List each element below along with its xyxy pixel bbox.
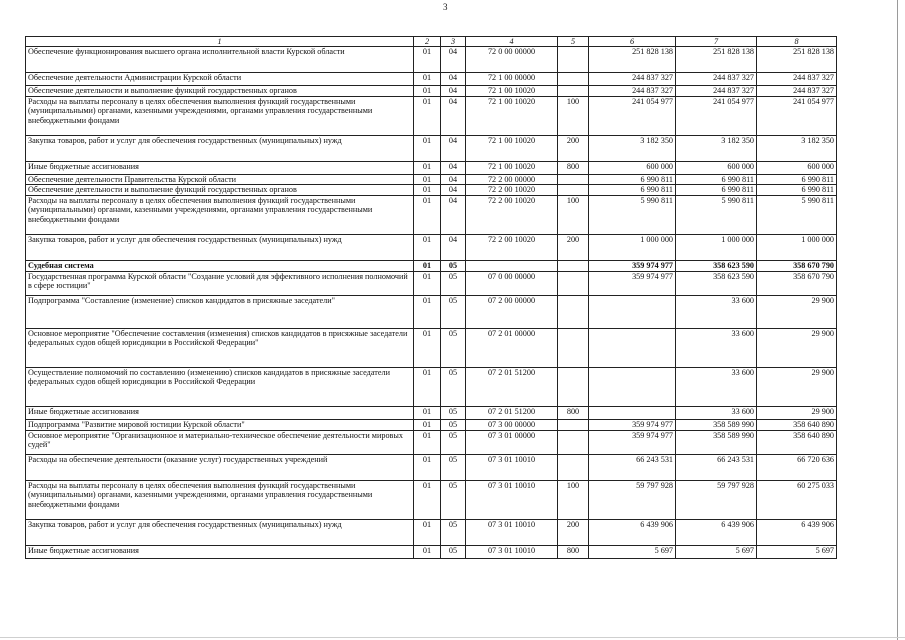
column-number: 1 [26, 37, 414, 47]
column-number: 5 [558, 37, 589, 47]
row-target-code: 72 1 00 10020 [466, 96, 558, 135]
row-subsection: 05 [441, 545, 466, 558]
row-name: Основное мероприятие "Обеспечение составления (изменения) списков кандидатов в присяжные заседатели федеральных судов общей юрисдикции в Российской Федерации" [26, 328, 414, 367]
row-name: Обеспечение деятельности и выполнение функций государственных органов [26, 86, 414, 97]
row-name: Расходы на обеспечение деятельности (оказание услуг) государственных учреждений [26, 454, 414, 480]
row-subsection: 05 [441, 328, 466, 367]
row-amount-col7: 600 000 [676, 161, 757, 174]
row-target-code: 72 0 00 00000 [466, 47, 558, 73]
row-expense-type [558, 174, 589, 185]
page-number: 3 [443, 2, 448, 12]
row-target-code: 72 1 00 10020 [466, 86, 558, 97]
row-target-code: 07 3 01 10010 [466, 480, 558, 519]
row-target-code: 07 0 00 00000 [466, 271, 558, 295]
row-section: 01 [414, 96, 441, 135]
row-expense-type [558, 367, 589, 406]
row-section: 01 [414, 295, 441, 328]
row-subsection: 05 [441, 295, 466, 328]
row-amount-col6 [589, 406, 676, 419]
row-amount-col7: 241 054 977 [676, 96, 757, 135]
row-amount-col6: 244 837 327 [589, 86, 676, 97]
table-row [26, 271, 837, 295]
row-expense-type: 800 [558, 545, 589, 558]
row-expense-type: 200 [558, 519, 589, 545]
row-section: 01 [414, 260, 441, 271]
row-subsection: 05 [441, 454, 466, 480]
row-amount-col6: 244 837 327 [589, 73, 676, 86]
row-section: 01 [414, 545, 441, 558]
table-row [26, 545, 837, 558]
row-section: 01 [414, 234, 441, 260]
row-name: Судебная система [26, 260, 414, 271]
row-expense-type [558, 271, 589, 295]
table-row [26, 86, 837, 97]
row-section: 01 [414, 406, 441, 419]
row-amount-col6: 241 054 977 [589, 96, 676, 135]
row-amount-col8: 6 990 811 [757, 174, 837, 185]
row-subsection: 05 [441, 367, 466, 406]
row-amount-col8: 60 275 033 [757, 480, 837, 519]
row-expense-type [558, 295, 589, 328]
row-subsection: 04 [441, 47, 466, 73]
row-expense-type [558, 86, 589, 97]
row-amount-col6: 3 182 350 [589, 135, 676, 161]
table-row [26, 185, 837, 196]
row-amount-col6: 1 000 000 [589, 234, 676, 260]
row-amount-col7: 33 600 [676, 295, 757, 328]
row-target-code: 07 3 01 10010 [466, 545, 558, 558]
table-row [26, 234, 837, 260]
row-amount-col8: 358 640 890 [757, 430, 837, 454]
row-amount-col6: 251 828 138 [589, 47, 676, 73]
row-name: Иные бюджетные ассигнования [26, 406, 414, 419]
row-amount-col7: 244 837 327 [676, 86, 757, 97]
row-amount-col6: 6 439 906 [589, 519, 676, 545]
row-amount-col6: 359 974 977 [589, 430, 676, 454]
row-target-code: 07 2 01 00000 [466, 328, 558, 367]
table-row [26, 47, 837, 73]
row-expense-type [558, 185, 589, 196]
row-amount-col7: 5 697 [676, 545, 757, 558]
table-row [26, 430, 837, 454]
row-target-code: 72 2 00 10020 [466, 195, 558, 234]
row-amount-col6: 359 974 977 [589, 271, 676, 295]
scan-edge [0, 637, 905, 638]
row-amount-col6: 5 990 811 [589, 195, 676, 234]
row-name: Подпрограмма "Развитие мировой юстиции Курской области" [26, 419, 414, 430]
table-row [26, 135, 837, 161]
row-amount-col7: 358 623 590 [676, 260, 757, 271]
table-row [26, 295, 837, 328]
column-number: 7 [676, 37, 757, 47]
row-amount-col7: 3 182 350 [676, 135, 757, 161]
row-subsection: 04 [441, 185, 466, 196]
row-amount-col7: 66 243 531 [676, 454, 757, 480]
table-row [26, 161, 837, 174]
row-expense-type: 800 [558, 161, 589, 174]
row-amount-col6 [589, 367, 676, 406]
row-section: 01 [414, 328, 441, 367]
row-amount-col8: 3 182 350 [757, 135, 837, 161]
table-row [26, 367, 837, 406]
row-amount-col8: 358 640 890 [757, 419, 837, 430]
row-amount-col8: 29 900 [757, 295, 837, 328]
row-target-code: 07 2 01 51200 [466, 406, 558, 419]
table-row [26, 419, 837, 430]
row-target-code: 07 3 01 00000 [466, 430, 558, 454]
row-amount-col8: 241 054 977 [757, 96, 837, 135]
row-amount-col8: 358 670 790 [757, 260, 837, 271]
column-number-row [26, 37, 837, 47]
row-subsection: 05 [441, 430, 466, 454]
row-subsection: 05 [441, 480, 466, 519]
row-section: 01 [414, 73, 441, 86]
row-name: Иные бюджетные ассигнования [26, 545, 414, 558]
row-subsection: 04 [441, 86, 466, 97]
row-section: 01 [414, 367, 441, 406]
row-amount-col7: 6 439 906 [676, 519, 757, 545]
row-amount-col8: 244 837 327 [757, 73, 837, 86]
row-target-code: 07 2 01 51200 [466, 367, 558, 406]
row-target-code: 72 1 00 10020 [466, 135, 558, 161]
row-section: 01 [414, 519, 441, 545]
row-expense-type: 200 [558, 135, 589, 161]
row-amount-col8: 5 990 811 [757, 195, 837, 234]
row-name: Закупка товаров, работ и услуг для обеспечения государственных (муниципальных) нужд [26, 135, 414, 161]
row-amount-col8: 6 439 906 [757, 519, 837, 545]
row-amount-col7: 33 600 [676, 367, 757, 406]
row-subsection: 04 [441, 174, 466, 185]
row-section: 01 [414, 419, 441, 430]
row-expense-type: 100 [558, 195, 589, 234]
row-target-code: 72 2 00 00000 [466, 174, 558, 185]
row-expense-type: 100 [558, 480, 589, 519]
row-section: 01 [414, 195, 441, 234]
row-target-code: 72 2 00 10020 [466, 185, 558, 196]
row-amount-col8: 358 670 790 [757, 271, 837, 295]
table-row [26, 480, 837, 519]
row-amount-col8: 29 900 [757, 328, 837, 367]
row-name: Расходы на выплаты персоналу в целях обеспечения выполнения функций государственными (муниципальными) органами, казенными учреждениями, органами управления государственными внебюджетными фондами [26, 195, 414, 234]
row-amount-col7: 251 828 138 [676, 47, 757, 73]
row-subsection: 05 [441, 419, 466, 430]
row-amount-col6: 5 697 [589, 545, 676, 558]
row-amount-col8: 1 000 000 [757, 234, 837, 260]
row-subsection: 05 [441, 260, 466, 271]
row-section: 01 [414, 430, 441, 454]
row-expense-type: 100 [558, 96, 589, 135]
row-name: Осуществление полномочий по составлению (изменению) списков кандидатов в присяжные заседатели федеральных судов общей юрисдикции в Российской Федерации [26, 367, 414, 406]
table-row [26, 73, 837, 86]
row-expense-type: 200 [558, 234, 589, 260]
column-number: 3 [441, 37, 466, 47]
table-row [26, 454, 837, 480]
row-amount-col7: 1 000 000 [676, 234, 757, 260]
table-row [26, 174, 837, 185]
row-expense-type [558, 73, 589, 86]
table-row [26, 406, 837, 419]
row-amount-col7: 33 600 [676, 406, 757, 419]
budget-table [25, 36, 837, 559]
row-name: Обеспечение деятельности Администрации Курской области [26, 73, 414, 86]
row-section: 01 [414, 454, 441, 480]
column-number: 4 [466, 37, 558, 47]
row-target-code: 07 2 00 00000 [466, 295, 558, 328]
row-name: Расходы на выплаты персоналу в целях обеспечения выполнения функций государственными (муниципальными) органами, казенными учреждениями, органами управления государственными внебюджетными фондами [26, 96, 414, 135]
row-subsection: 05 [441, 271, 466, 295]
row-expense-type: 800 [558, 406, 589, 419]
row-name: Обеспечение деятельности Правительства Курской области [26, 174, 414, 185]
row-amount-col7: 358 589 990 [676, 430, 757, 454]
scan-edge [897, 0, 898, 640]
table-row [26, 195, 837, 234]
row-name: Основное мероприятие "Организационное и материально-техническое обеспечение деятельности мировых судей" [26, 430, 414, 454]
row-amount-col7: 6 990 811 [676, 174, 757, 185]
row-amount-col7: 5 990 811 [676, 195, 757, 234]
row-section: 01 [414, 174, 441, 185]
table-row [26, 519, 837, 545]
table-row [26, 260, 837, 271]
row-name: Иные бюджетные ассигнования [26, 161, 414, 174]
row-expense-type [558, 419, 589, 430]
row-amount-col8: 66 720 636 [757, 454, 837, 480]
row-amount-col7: 33 600 [676, 328, 757, 367]
row-target-code: 07 3 01 10010 [466, 519, 558, 545]
row-section: 01 [414, 161, 441, 174]
row-amount-col8: 29 900 [757, 406, 837, 419]
row-section: 01 [414, 135, 441, 161]
column-number: 2 [414, 37, 441, 47]
row-target-code: 07 3 01 10010 [466, 454, 558, 480]
row-target-code: 72 1 00 00000 [466, 73, 558, 86]
row-subsection: 04 [441, 135, 466, 161]
row-amount-col8: 29 900 [757, 367, 837, 406]
row-amount-col7: 358 623 590 [676, 271, 757, 295]
row-amount-col8: 5 697 [757, 545, 837, 558]
row-subsection: 04 [441, 234, 466, 260]
row-target-code [466, 260, 558, 271]
table-row [26, 96, 837, 135]
row-name: Закупка товаров, работ и услуг для обеспечения государственных (муниципальных) нужд [26, 234, 414, 260]
row-section: 01 [414, 185, 441, 196]
row-amount-col6: 6 990 811 [589, 185, 676, 196]
row-amount-col6: 59 797 928 [589, 480, 676, 519]
table-row [26, 328, 837, 367]
row-expense-type [558, 328, 589, 367]
row-amount-col7: 59 797 928 [676, 480, 757, 519]
row-amount-col7: 6 990 811 [676, 185, 757, 196]
row-name: Обеспечение функционирования высшего органа исполнительной власти Курской области [26, 47, 414, 73]
row-name: Расходы на выплаты персоналу в целях обеспечения выполнения функций государственными (муниципальными) органами, казенными учреждениями, органами управления государственными внебюджетными фондами [26, 480, 414, 519]
row-target-code: 72 1 00 10020 [466, 161, 558, 174]
row-amount-col6: 359 974 977 [589, 260, 676, 271]
row-subsection: 05 [441, 406, 466, 419]
row-expense-type [558, 47, 589, 73]
row-amount-col6 [589, 328, 676, 367]
column-number: 6 [589, 37, 676, 47]
row-amount-col6 [589, 295, 676, 328]
row-section: 01 [414, 86, 441, 97]
row-subsection: 04 [441, 161, 466, 174]
row-amount-col7: 244 837 327 [676, 73, 757, 86]
row-amount-col8: 251 828 138 [757, 47, 837, 73]
row-subsection: 04 [441, 96, 466, 135]
row-amount-col8: 244 837 327 [757, 86, 837, 97]
row-target-code: 07 3 00 00000 [466, 419, 558, 430]
row-amount-col6: 66 243 531 [589, 454, 676, 480]
row-amount-col6: 6 990 811 [589, 174, 676, 185]
row-subsection: 04 [441, 73, 466, 86]
row-section: 01 [414, 271, 441, 295]
row-amount-col8: 6 990 811 [757, 185, 837, 196]
row-expense-type [558, 454, 589, 480]
row-name: Подпрограмма "Составление (изменение) списков кандидатов в присяжные заседатели" [26, 295, 414, 328]
row-expense-type [558, 260, 589, 271]
row-name: Обеспечение деятельности и выполнение функций государственных органов [26, 185, 414, 196]
row-target-code: 72 2 00 10020 [466, 234, 558, 260]
row-expense-type [558, 430, 589, 454]
row-subsection: 05 [441, 519, 466, 545]
row-name: Закупка товаров, работ и услуг для обеспечения государственных (муниципальных) нужд [26, 519, 414, 545]
row-subsection: 04 [441, 195, 466, 234]
row-amount-col7: 358 589 990 [676, 419, 757, 430]
row-amount-col8: 600 000 [757, 161, 837, 174]
row-name: Государственная программа Курской области "Создание условий для эффективного исполнения полномочий в сфере юстиции" [26, 271, 414, 295]
row-section: 01 [414, 47, 441, 73]
column-number: 8 [757, 37, 837, 47]
row-amount-col6: 359 974 977 [589, 419, 676, 430]
row-section: 01 [414, 480, 441, 519]
row-amount-col6: 600 000 [589, 161, 676, 174]
